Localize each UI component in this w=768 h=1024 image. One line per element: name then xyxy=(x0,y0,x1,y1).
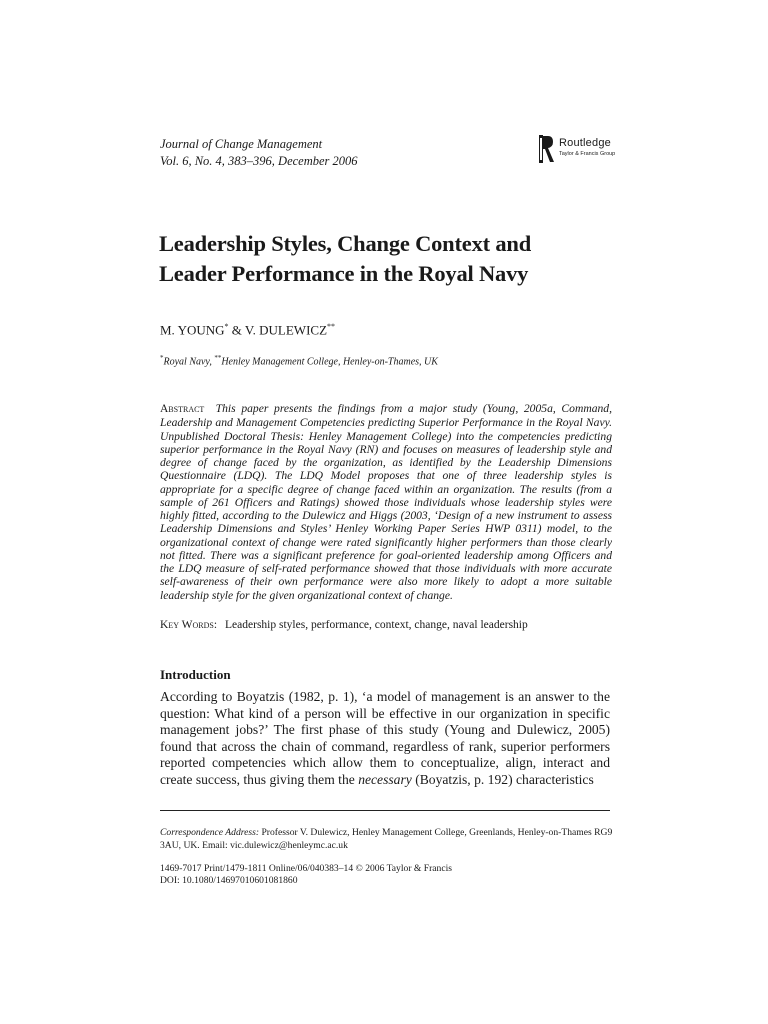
publisher-name: Routledge xyxy=(559,137,611,149)
correspondence-text: Professor V. Dulewicz, Henley Management College, Greenlands, Henley-on-Thames RG9 3AU, UK. Email: vic.dulewicz@henleymc.ac.uk xyxy=(160,827,613,851)
journal-name: Journal of Change Management xyxy=(160,137,323,151)
keywords-label: Key Words: xyxy=(160,619,218,631)
author-2: V. DULEWICZ xyxy=(244,322,328,338)
doi-line: DOI: 10.1080/14697010601081860 xyxy=(160,875,298,886)
article-identifiers xyxy=(160,863,452,887)
author-1-mark: * xyxy=(224,322,229,331)
author-2-mark: ** xyxy=(327,322,336,331)
abstract-text: This paper presents the findings from a major study (Young, 2005a, Command, Leadership and Management Competencies predicting Superior Performance in the Royal Navy. Unpublished Doctoral Thesis: Henley Management College) into the competencies predicting superior performance in the Royal Navy (RN) and focuses on measures of leadership style and degree of change faced by the organization, as identified by the Leadership Dimensions Questionnaire (LDQ). The LDQ Model proposes that one of three leadership styles is appropriate for a specific degree of change faced within an organization. The results (from a sample of 261 Officers and Ratings) showed those individuals whose leadership styles were highly fitted, according to the Dulewicz and Higgs (2003, ‘Design of a new instrument to assess Leadership Dimensions and Styles’ Henley Working Paper Series HWP 0311) model, to the organizational context of change were rated significantly higher performers than those clearly not fitted. There was a significant preference for goal-oriented leadership among Officers and the LDQ measure of self-rated performance showed that those individuals with more accurate self-awareness of their own performance were also more likely to adopt a more suitable leadership style for the given organizational context of change. xyxy=(160,402,612,602)
issn-line: 1469-7017 Print/1479-1811 Online/06/040383–14 © 2006 Taylor & Francis xyxy=(160,863,453,874)
routledge-r-icon xyxy=(539,135,554,163)
affil-mark-2: ** xyxy=(214,354,222,362)
authors xyxy=(160,322,335,338)
publisher-logo xyxy=(539,135,659,165)
title-line-2: Leader Performance in the Royal Navy xyxy=(159,261,529,286)
intro-text-end: (Boyatzis, p. 192) characteristics xyxy=(411,771,594,787)
article-title xyxy=(159,229,619,289)
abstract xyxy=(160,402,612,602)
affil-mark-1: * xyxy=(160,354,164,362)
keywords-text: Leadership styles, performance, context, change, naval leadership xyxy=(225,619,528,631)
footnote-divider xyxy=(160,810,610,811)
author-1: M. YOUNG xyxy=(160,322,225,338)
correspondence xyxy=(160,826,615,852)
intro-emphasis: necessary xyxy=(358,771,412,787)
author-separator: & xyxy=(228,322,245,338)
intro-text-start: According to Boyatzis (1982, p. 1), ‘a model of management is an answer to the question: What kind of a person will be effective in our organization in specific management jobs?’ The first phase of this study (Young and Dulewicz, 2005) found that across the chain of command, regardless of rank, superior performers reported competencies which allow them to conceptualize, align, interact and create success, thus giving them the xyxy=(160,689,610,787)
title-line-1: Leadership Styles, Change Context and xyxy=(159,231,532,256)
affiliations xyxy=(160,354,438,367)
publisher-sub: Taylor & Francis Group xyxy=(559,151,616,157)
introduction-paragraph xyxy=(160,689,610,789)
abstract-label: Abstract xyxy=(160,403,205,415)
correspondence-label: Correspondence Address: xyxy=(160,827,260,838)
affil-2: Henley Management College, Henley-on-Thames, UK xyxy=(221,356,438,368)
journal-header xyxy=(160,136,358,170)
journal-issue: Vol. 6, No. 4, 383–396, December 2006 xyxy=(160,154,358,168)
affil-1: Royal Navy, xyxy=(163,356,215,368)
keywords xyxy=(160,619,528,631)
section-heading: Introduction xyxy=(160,667,231,682)
